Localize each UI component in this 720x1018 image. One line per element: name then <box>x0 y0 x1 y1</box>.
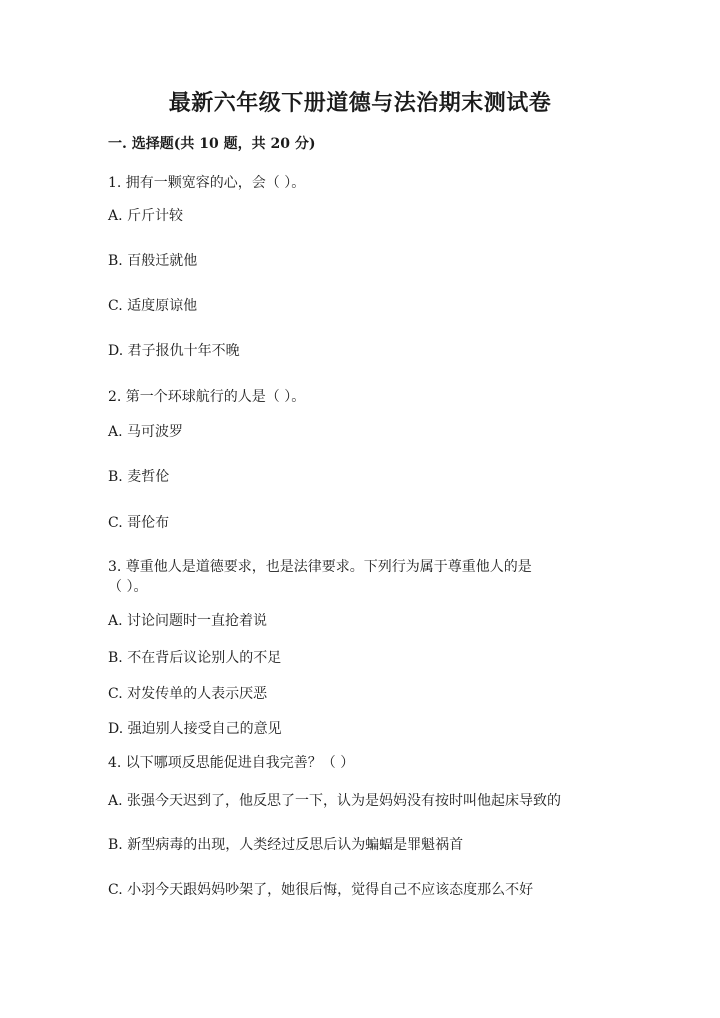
question-4-stem: 4. 以下哪项反思能促进自我完善？（ ） <box>108 755 355 771</box>
question-1-option-b: B. 百般迁就他 <box>108 253 198 269</box>
question-1-option-c: C. 适度原谅他 <box>108 298 198 314</box>
page-title: 最新六年级下册道德与法治期末测试卷 <box>168 90 552 116</box>
question-1-stem: 1. 拥有一颗宽容的心，会（ ）。 <box>108 175 306 191</box>
section-heading: 一. 选择题(共 10 题，共 20 分) <box>108 136 316 152</box>
question-3-stem: 3. 尊重他人是道德要求，也是法律要求。下列行为属于尊重他人的是 <box>108 559 532 575</box>
question-2-option-b: B. 麦哲伦 <box>108 469 170 485</box>
question-3-stem-continued: （ ）。 <box>108 579 148 595</box>
question-3-option-a: A. 讨论问题时一直抢着说 <box>108 613 268 629</box>
question-2-stem: 2. 第一个环球航行的人是（ ）。 <box>108 389 306 405</box>
question-2-option-c: C. 哥伦布 <box>108 515 170 531</box>
question-1-option-d: D. 君子报仇十年不晚 <box>108 343 240 359</box>
question-2-option-a: A. 马可波罗 <box>108 424 184 440</box>
question-1-option-a: A. 斤斤计较 <box>108 208 184 224</box>
question-4-option-b: B. 新型病毒的出现，人类经过反思后认为蝙蝠是罪魁祸首 <box>108 837 464 853</box>
question-4-option-c: C. 小羽今天跟妈妈吵架了，她很后悔，觉得自己不应该态度那么不好 <box>108 882 534 898</box>
question-3-option-c: C. 对发传单的人表示厌恶 <box>108 686 268 702</box>
question-4-option-a: A. 张强今天迟到了，他反思了一下，认为是妈妈没有按时叫他起床导致的 <box>108 793 562 809</box>
question-3-option-d: D. 强迫别人接受自己的意见 <box>108 721 282 737</box>
question-3-option-b: B. 不在背后议论别人的不足 <box>108 650 282 666</box>
